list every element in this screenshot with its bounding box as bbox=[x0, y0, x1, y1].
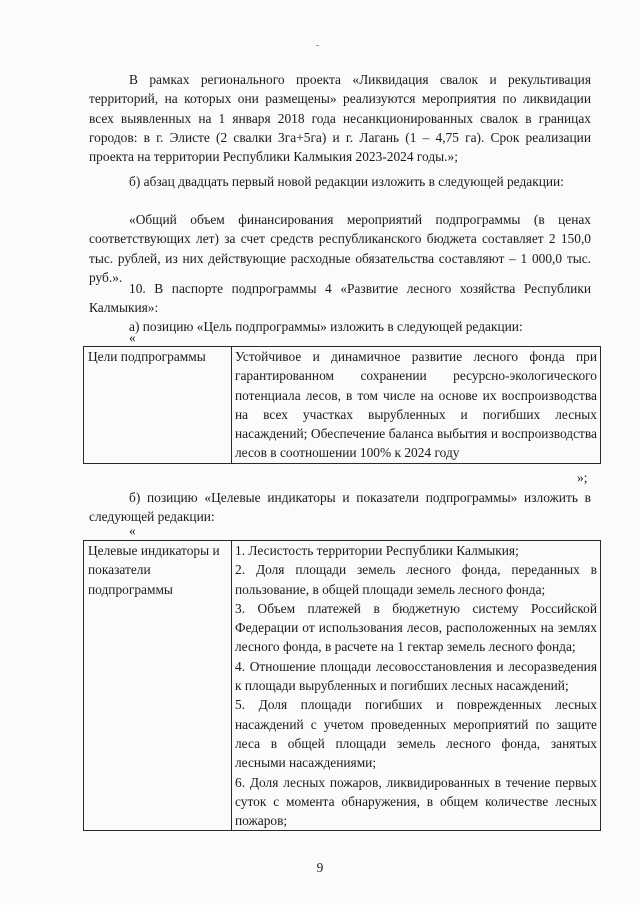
paragraph-item-a: а) позицию «Цель подпрограммы» изложить в следующей редакции: bbox=[129, 319, 523, 334]
paragraph-section-10: 10. В паспорте подпрограммы 4 «Развитие лесного хозяйства Республики Калмыкия»: bbox=[89, 281, 591, 316]
page-number: 9 bbox=[316, 860, 324, 875]
quote-close: »; bbox=[577, 470, 588, 485]
table-row bbox=[84, 541, 601, 831]
goals-label: Цели подпрограммы bbox=[84, 347, 232, 464]
indicator-item: 6. Доля лесных пожаров, ликвидированных в течение первых суток с момента обнаружения, в общем количестве лесных пожаров; bbox=[235, 774, 597, 829]
indicator-item: 2. Доля площади земель лесного фонда, переданных в пользование, в общей площади земель лесного фонда; bbox=[235, 562, 597, 597]
paragraph-item-b-abzac: б) абзац двадцать первый новой редакции изложить в следующей редакции: bbox=[129, 174, 564, 189]
goals-text: Устойчивое и динамичное развитие лесного фонда при гарантированном сохранении ресурсно-экологического потенциала лесов, в том числе на основе их воспроизводства на всех участках вырубленных и погибших лесных насаждений; Обеспечение баланса выбытия и воспроизводства лесов в соотношении 100% к 2024 году bbox=[232, 347, 601, 464]
table-row bbox=[84, 347, 601, 464]
goals-table bbox=[83, 346, 601, 464]
indicators-label: Целевые индикаторы и показатели подпрограммы bbox=[84, 541, 232, 831]
indicator-item: 4. Отношение площади лесовосстановления и лесоразведения к площади вырубленных и погибших лесных насаждений; bbox=[235, 658, 597, 694]
paragraph-item-b-indicators: б) позицию «Целевые индикаторы и показатели подпрограммы» изложить в следующей редакции: bbox=[89, 490, 591, 525]
paragraph-financing: «Общий объем финансирования мероприятий подпрограммы (в ценах соответствующих лет) за счет средств республиканского бюджета составляет 2 150,0 тыс. рублей, из них действующие расходные обязательства составляют – 1 000,0 тыс. руб.». bbox=[89, 212, 591, 285]
indicators-table bbox=[83, 540, 601, 831]
indicator-item: 1. Лесистость территории Республики Калмыкия; bbox=[235, 543, 519, 558]
quote-open-2: « bbox=[129, 523, 136, 538]
indicator-item: 5. Доля площади погибших и поврежденных лесных насаждений с учетом проведенных мероприятий по защите леса в общей площади земель лесного фонда, занятых лесными насаждениями; bbox=[235, 697, 597, 771]
quote-open-1: « bbox=[129, 330, 136, 345]
scan-mark bbox=[316, 45, 319, 46]
paragraph-regional-project: В рамках регионального проекта «Ликвидация свалок и рекультивация территорий, на которых они размещены» реализуются мероприятия по ликвидации всех выявленных на 1 января 2018 года несанкционированных свалок в границах городов: в г. Элисте (2 свалки 3га+5га) и г. Лагань (1 – 4,75 га). Срок реализации проекта на территории Республики Калмыкия 2023-2024 годы.»; bbox=[89, 72, 591, 165]
indicators-list bbox=[232, 541, 601, 831]
indicator-item: 3. Объем платежей в бюджетную систему Российской Федерации от использования лесов, расположенных на землях лесного фонда, в расчете на 1 гектар земель лесного фонда; bbox=[235, 600, 597, 655]
